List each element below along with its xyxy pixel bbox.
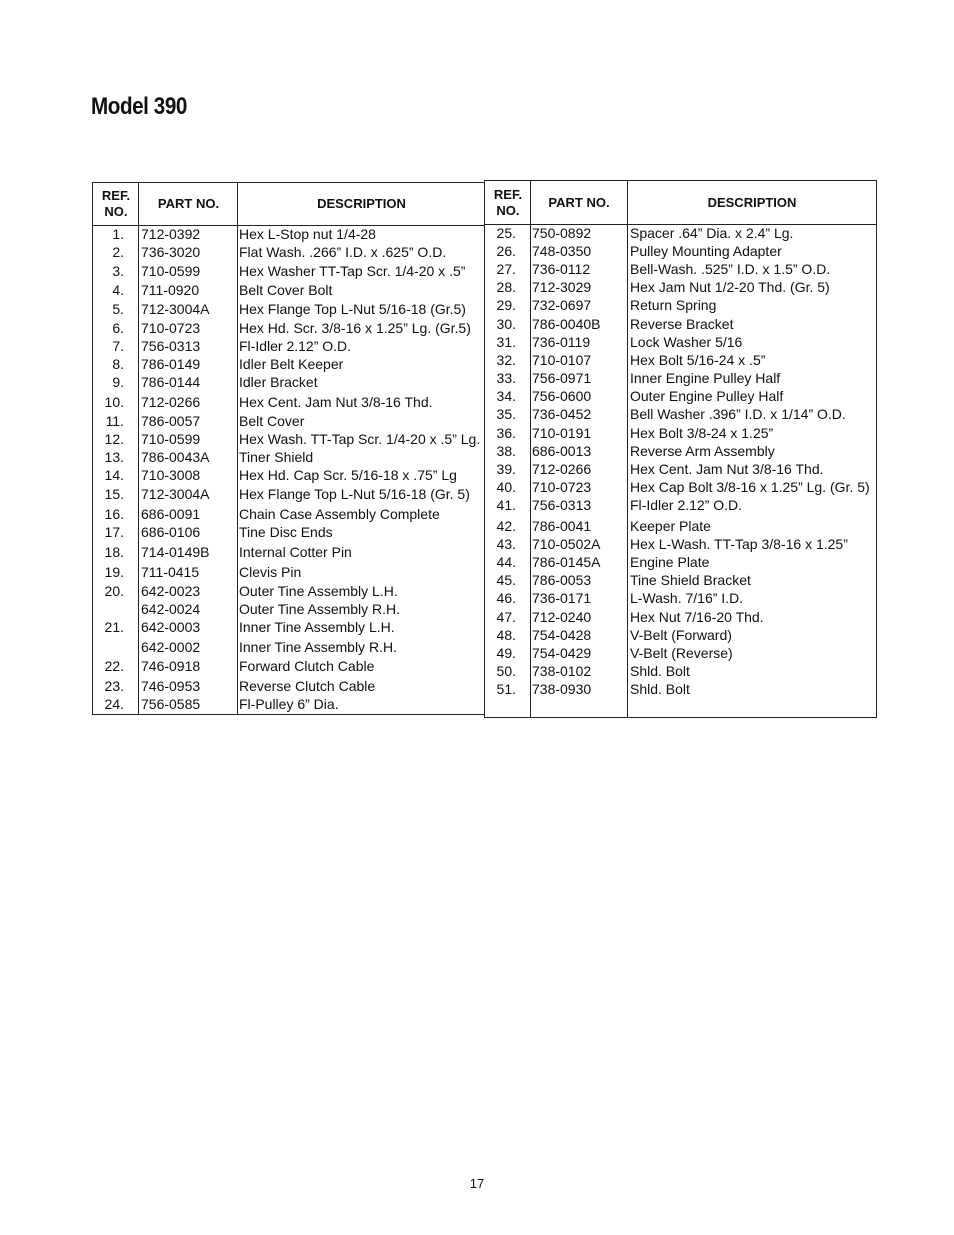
ref-number: 34.: [496, 388, 516, 404]
part-description: Hex Hd. Scr. 3/8-16 x 1.25” Lg. (Gr.5): [239, 320, 471, 336]
part-number: 642-0024: [141, 601, 201, 617]
header-ref-label: REF.: [101, 188, 131, 203]
part-description: Hex Nut 7/16-20 Thd.: [630, 609, 764, 625]
table-row: [485, 571, 876, 589]
part-number: 710-0107: [532, 352, 592, 368]
table-row: [485, 662, 876, 680]
part-description: Return Spring: [630, 297, 717, 313]
part-description: Hex L-Wash. TT-Tap 3/8-16 x 1.25”: [630, 536, 848, 552]
part-number: 710-0191: [532, 425, 592, 441]
ref-number: 49.: [496, 645, 516, 661]
part-number: 686-0106: [141, 524, 201, 540]
table-row: [485, 387, 876, 405]
ref-number: 45.: [496, 572, 516, 588]
table-row: [93, 677, 484, 695]
header-description: DESCRIPTION: [317, 196, 406, 211]
table-row: [93, 355, 484, 373]
part-description: Reverse Clutch Cable: [239, 678, 376, 694]
table-row: [485, 405, 876, 423]
ref-number: 26.: [496, 243, 516, 259]
header-no-label: NO.: [496, 202, 520, 218]
table-row: [93, 657, 484, 675]
ref-number: 51.: [496, 681, 516, 697]
part-number: 736-0119: [532, 334, 591, 350]
ref-number: 46.: [496, 590, 516, 606]
header-ref-label: REF.: [493, 186, 523, 202]
part-description: Hex Cent. Jam Nut 3/8-16 Thd.: [630, 461, 824, 477]
part-number: 710-0599: [141, 431, 201, 447]
ref-number: 41.: [496, 497, 516, 513]
part-number: 756-0585: [141, 696, 201, 712]
table-row: [93, 466, 484, 484]
ref-number: 33.: [496, 370, 516, 386]
table-row: [485, 608, 876, 626]
table-row: [93, 582, 484, 600]
part-number: 712-3004A: [141, 301, 210, 317]
table-row: [485, 589, 876, 607]
part-number: 710-0723: [532, 479, 592, 495]
part-number: 786-0040B: [532, 316, 601, 332]
part-number: 712-0240: [532, 609, 592, 625]
header-part-no: PART NO.: [157, 196, 220, 211]
table-row: [485, 224, 876, 242]
part-description: Tiner Shield: [239, 449, 314, 465]
part-description: Hex Washer TT-Tap Scr. 1/4-20 x .5”: [239, 263, 466, 279]
table-row: [93, 262, 484, 280]
part-number: 712-0266: [141, 394, 201, 410]
part-description: Outer Tine Assembly R.H.: [239, 601, 401, 617]
part-description: Hex Bolt 5/16-24 x .5”: [630, 352, 766, 368]
part-number: 710-0723: [141, 320, 201, 336]
part-description: Spacer .64” Dia. x 2.4” Lg.: [630, 225, 794, 241]
table-row: [485, 424, 876, 442]
table-row: [93, 618, 484, 636]
ref-number: 2.: [112, 244, 124, 260]
part-description: Inner Tine Assembly R.H.: [239, 639, 397, 655]
table-header: [93, 183, 484, 226]
parts-table-right: [484, 180, 877, 718]
part-description: Tine Shield Bracket: [630, 572, 751, 588]
table-row: [93, 600, 484, 618]
part-number: 736-0452: [532, 406, 592, 422]
part-description: Idler Bracket: [239, 374, 318, 390]
table-row: [93, 319, 484, 337]
ref-number: 10.: [104, 394, 124, 410]
part-description: Hex Wash. TT-Tap Scr. 1/4-20 x .5” Lg.: [239, 431, 481, 447]
ref-number: 40.: [496, 479, 516, 495]
part-description: Belt Cover Bolt: [239, 282, 333, 298]
part-number: 754-0429: [532, 645, 592, 661]
header-ref-no: [485, 181, 531, 224]
part-description: Pulley Mounting Adapter: [630, 243, 782, 259]
table-row: [485, 478, 876, 496]
part-description: Chain Case Assembly Complete: [239, 506, 440, 522]
ref-number: 36.: [496, 425, 516, 441]
table-row: [93, 337, 484, 355]
ref-number: 39.: [496, 461, 516, 477]
table-row: [485, 242, 876, 260]
part-number: 714-0149B: [141, 544, 210, 560]
part-description: Bell Washer .396” I.D. x 1/14” O.D.: [630, 406, 846, 422]
parts-table-left: [92, 182, 485, 715]
table-row: [93, 523, 484, 541]
part-description: Hex Bolt 3/8-24 x 1.25”: [630, 425, 774, 441]
part-description: Keeper Plate: [630, 518, 711, 534]
table-row: [93, 430, 484, 448]
part-description: Hex Flange Top L-Nut 5/16-18 (Gr.5): [239, 301, 466, 317]
ref-number: 29.: [496, 297, 516, 313]
ref-number: 48.: [496, 627, 516, 643]
ref-number: 1.: [112, 226, 124, 242]
part-number: 756-0971: [532, 370, 592, 386]
header-part-no: PART NO.: [548, 194, 610, 210]
ref-number: 19.: [104, 564, 124, 580]
header-ref-no: [93, 183, 139, 225]
table-row: [485, 626, 876, 644]
table-row: [93, 243, 484, 261]
table-row: [93, 225, 484, 243]
part-number: 756-0313: [141, 338, 201, 354]
part-number: 732-0697: [532, 297, 592, 313]
ref-number: 38.: [496, 443, 516, 459]
part-number: 712-0266: [532, 461, 592, 477]
part-description: Forward Clutch Cable: [239, 658, 375, 674]
part-description: L-Wash. 7/16” I.D.: [630, 590, 744, 606]
part-number: 736-0171: [532, 590, 592, 606]
part-number: 738-0930: [532, 681, 592, 697]
table-row: [93, 543, 484, 561]
part-description: Idler Belt Keeper: [239, 356, 344, 372]
ref-number: 17.: [104, 524, 124, 540]
part-description: Lock Washer 5/16: [630, 334, 743, 350]
part-number: 786-0057: [141, 413, 201, 429]
ref-number: 9.: [112, 374, 124, 390]
ref-number: 5.: [112, 301, 124, 317]
part-description: Flat Wash. .266” I.D. x .625” O.D.: [239, 244, 447, 260]
part-number: 786-0043A: [141, 449, 210, 465]
header-description: DESCRIPTION: [707, 194, 797, 210]
part-description: Hex Jam Nut 1/2-20 Thd. (Gr. 5): [630, 279, 830, 295]
ref-number: 42.: [496, 518, 516, 534]
ref-number: 31.: [496, 334, 516, 350]
part-number: 686-0013: [532, 443, 592, 459]
table-row: [93, 281, 484, 299]
ref-number: 15.: [104, 486, 124, 502]
part-description: Fl-Idler 2.12” O.D.: [239, 338, 352, 354]
table-row: [485, 278, 876, 296]
table-row: [485, 333, 876, 351]
ref-number: 20.: [104, 583, 124, 599]
ref-number: 28.: [496, 279, 516, 295]
ref-number: 27.: [496, 261, 516, 277]
part-number: 786-0144: [141, 374, 201, 390]
ref-number: 13.: [104, 449, 124, 465]
header-no-label: NO.: [104, 204, 128, 219]
ref-number: 30.: [496, 316, 516, 332]
part-description: Inner Engine Pulley Half: [630, 370, 781, 386]
ref-number: 6.: [112, 320, 124, 336]
part-description: Shld. Bolt: [630, 681, 690, 697]
part-number: 786-0053: [532, 572, 592, 588]
part-number: 746-0953: [141, 678, 201, 694]
part-number: 686-0091: [141, 506, 201, 522]
table-row: [93, 563, 484, 581]
table-row: [485, 351, 876, 369]
part-number: 786-0041: [532, 518, 592, 534]
table-row: [485, 496, 876, 514]
ref-number: 14.: [104, 467, 124, 483]
part-description: Hex Hd. Cap Scr. 5/16-18 x .75” Lg: [239, 467, 457, 483]
part-number: 736-3020: [141, 244, 201, 260]
part-description: V-Belt (Forward): [630, 627, 732, 643]
part-description: Internal Cotter Pin: [239, 544, 352, 560]
part-description: Fl-Idler 2.12” O.D.: [630, 497, 743, 513]
part-description: Fl-Pulley 6” Dia.: [239, 696, 339, 712]
table-row: [93, 505, 484, 523]
table-row: [485, 260, 876, 278]
ref-number: 11.: [105, 413, 124, 429]
part-number: 710-0502A: [532, 536, 601, 552]
part-number: 642-0002: [141, 639, 201, 655]
part-number: 786-0145A: [532, 554, 601, 570]
table-header: [485, 181, 876, 225]
table-row: [485, 442, 876, 460]
table-row: [485, 553, 876, 571]
part-description: Hex L-Stop nut 1/4-28: [239, 226, 376, 242]
table-row: [93, 695, 484, 713]
ref-number: 32.: [496, 352, 516, 368]
part-description: Clevis Pin: [239, 564, 302, 580]
part-description: Hex Cap Bolt 3/8-16 x 1.25” Lg. (Gr. 5): [630, 479, 870, 495]
part-number: 710-0599: [141, 263, 201, 279]
part-description: Engine Plate: [630, 554, 710, 570]
part-description: Inner Tine Assembly L.H.: [239, 619, 395, 635]
ref-number: 12.: [104, 431, 124, 447]
ref-number: 44.: [496, 554, 516, 570]
ref-number: 24.: [104, 696, 124, 712]
table-row: [93, 300, 484, 318]
table-row: [485, 460, 876, 478]
part-number: 712-3004A: [141, 486, 210, 502]
part-description: Outer Tine Assembly L.H.: [239, 583, 398, 599]
ref-number: 8.: [112, 356, 124, 372]
table-row: [485, 315, 876, 333]
table-row: [93, 393, 484, 411]
part-description: Tine Disc Ends: [239, 524, 333, 540]
part-number: 746-0918: [141, 658, 201, 674]
part-description: Shld. Bolt: [630, 663, 690, 679]
part-number: 748-0350: [532, 243, 592, 259]
part-description: Bell-Wash. .525” I.D. x 1.5” O.D.: [630, 261, 831, 277]
part-number: 711-0920: [141, 282, 200, 298]
table-row: [485, 680, 876, 698]
table-row: [485, 535, 876, 553]
part-number: 642-0003: [141, 619, 201, 635]
ref-number: 7.: [112, 338, 124, 354]
ref-number: 22.: [104, 658, 124, 674]
table-row: [485, 296, 876, 314]
ref-number: 3.: [112, 263, 124, 279]
table-row: [93, 485, 484, 503]
table-row: [485, 517, 876, 535]
part-number: 738-0102: [532, 663, 592, 679]
part-number: 642-0023: [141, 583, 201, 599]
part-number: 712-0392: [141, 226, 201, 242]
ref-number: 18.: [104, 544, 124, 560]
ref-number: 50.: [496, 663, 516, 679]
ref-number: 25.: [496, 225, 516, 241]
part-number: 756-0313: [532, 497, 592, 513]
part-number: 711-0415: [141, 564, 200, 580]
part-number: 786-0149: [141, 356, 201, 372]
ref-number: 16.: [104, 506, 124, 522]
part-number: 710-3008: [141, 467, 201, 483]
table-row: [93, 448, 484, 466]
table-row: [485, 644, 876, 662]
part-description: Outer Engine Pulley Half: [630, 388, 784, 404]
table-row: [93, 412, 484, 430]
ref-number: 43.: [496, 536, 516, 552]
part-number: 712-3029: [532, 279, 592, 295]
table-row: [485, 369, 876, 387]
ref-number: 23.: [104, 678, 124, 694]
table-row: [93, 373, 484, 391]
part-number: 754-0428: [532, 627, 592, 643]
part-number: 750-0892: [532, 225, 592, 241]
ref-number: 47.: [496, 609, 516, 625]
part-description: Reverse Arm Assembly: [630, 443, 775, 459]
page-title: Model 390: [91, 93, 187, 120]
part-description: Belt Cover: [239, 413, 305, 429]
part-description: Hex Flange Top L-Nut 5/16-18 (Gr. 5): [239, 486, 470, 502]
table-row: [93, 638, 484, 656]
page-number: 17: [469, 1176, 485, 1191]
part-description: Reverse Bracket: [630, 316, 734, 332]
part-number: 736-0112: [532, 261, 591, 277]
ref-number: 21.: [104, 619, 124, 635]
ref-number: 4.: [112, 282, 124, 298]
part-description: Hex Cent. Jam Nut 3/8-16 Thd.: [239, 394, 433, 410]
part-description: V-Belt (Reverse): [630, 645, 733, 661]
part-number: 756-0600: [532, 388, 592, 404]
ref-number: 35.: [496, 406, 516, 422]
